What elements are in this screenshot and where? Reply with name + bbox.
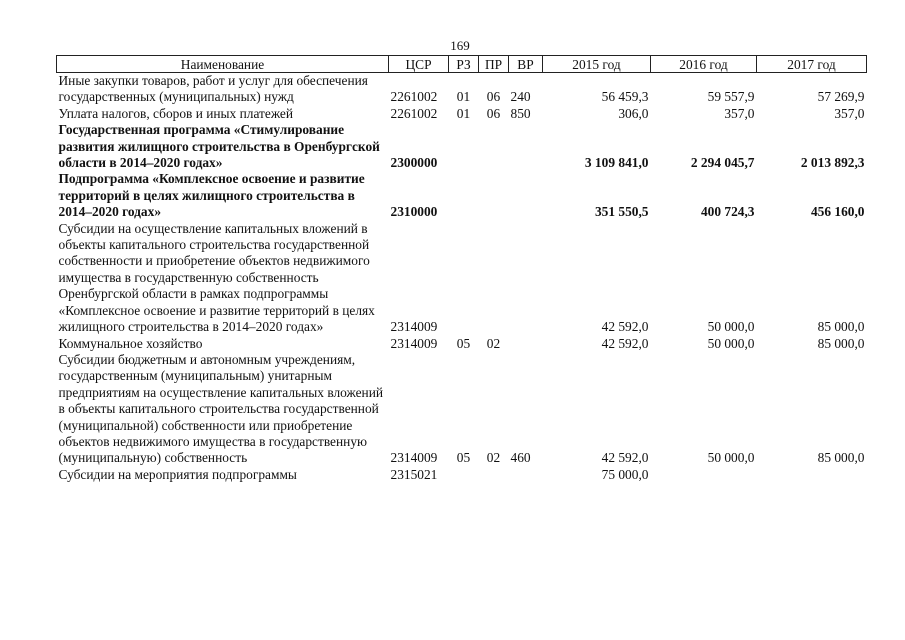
table-row — [57, 122, 867, 171]
row-2015: 56 459,3 — [601, 89, 649, 105]
header-name: Наименование — [57, 56, 389, 73]
row-name: Коммунальное хозяйство — [58, 335, 203, 351]
row-2016: 2 294 045,7 — [690, 155, 755, 171]
row-pr: 02 — [486, 335, 501, 351]
row-csr: 2261002 — [390, 105, 438, 121]
row-pr: 06 — [486, 105, 501, 121]
row-2015: 75 000,0 — [601, 466, 649, 482]
row-rz: 01 — [456, 105, 471, 121]
row-2017: 2 013 892,3 — [800, 155, 865, 171]
row-pr — [479, 467, 509, 483]
row-2017 — [757, 467, 867, 483]
row-rz — [449, 221, 479, 336]
row-vr: 240 — [510, 89, 531, 105]
table-row — [57, 73, 867, 106]
row-name: Субсидии на мероприятия подпрограммы — [58, 466, 297, 482]
row-2015: 351 550,5 — [594, 204, 649, 220]
row-2015: 306,0 — [618, 105, 649, 121]
table-row — [57, 352, 867, 467]
header-2017: 2017 год — [757, 56, 867, 73]
row-csr: 2261002 — [390, 89, 438, 105]
budget-table — [56, 55, 867, 483]
table-row — [57, 336, 867, 352]
header-vr: ВР — [509, 56, 543, 73]
row-2015: 42 592,0 — [601, 450, 649, 466]
row-vr — [509, 336, 543, 352]
row-2015: 3 109 841,0 — [584, 155, 649, 171]
row-name: Субсидии на осуществление капитальных вложений в объекты капитального строительства государственной собственности и приобретение объектов недвижимого имущества в государственную собственность Оренбургской области в рамках подпрограммы «Комплексное освоение и развитие территорий в целях жилищного строительства в 2014–2020 годах» — [58, 220, 375, 335]
header-rz: РЗ — [449, 56, 479, 73]
row-2017: 85 000,0 — [817, 335, 865, 351]
row-csr: 2314009 — [390, 335, 438, 351]
row-rz: 05 — [456, 450, 471, 466]
header-pr: ПР — [479, 56, 509, 73]
header-2015: 2015 год — [543, 56, 651, 73]
row-csr: 2300000 — [390, 155, 438, 171]
row-2016: 357,0 — [724, 105, 755, 121]
row-name: Субсидии бюджетным и автономным учреждениям, государственным (муниципальным) унитарным предприятиям на осуществление капитальных вложений в объекты капитального строительства государственной (муниципальной) собственности или приобретение объектов недвижимого имущества в государственную (муниципальную) собственность — [58, 351, 384, 466]
row-csr: 2314009 — [390, 450, 438, 466]
row-2017: 85 000,0 — [817, 450, 865, 466]
row-2017: 85 000,0 — [817, 319, 865, 335]
row-name: Подпрограмма «Комплексное освоение и развитие территорий в целях жилищного строительства в 2014–2020 годах» — [58, 171, 365, 220]
table-row — [57, 171, 867, 220]
row-pr: 02 — [486, 450, 501, 466]
table-row — [57, 467, 867, 483]
table-header-row — [57, 56, 867, 73]
row-rz: 01 — [456, 89, 471, 105]
row-name: Уплата налогов, сборов и иных платежей — [58, 105, 294, 121]
table-row — [57, 221, 867, 336]
header-csr: ЦСР — [389, 56, 449, 73]
row-pr: 06 — [486, 89, 501, 105]
row-pr — [479, 171, 509, 220]
row-2016: 400 724,3 — [700, 204, 755, 220]
row-2016 — [651, 467, 757, 483]
row-rz — [449, 171, 479, 220]
header-2016: 2016 год — [651, 56, 757, 73]
row-vr — [509, 122, 543, 171]
row-vr: 460 — [510, 450, 531, 466]
row-rz — [449, 467, 479, 483]
row-2016: 50 000,0 — [707, 450, 755, 466]
row-pr — [479, 122, 509, 171]
row-vr — [509, 467, 543, 483]
row-name: Государственная программа «Стимулирование развития жилищного строительства в Оренбургской области в 2014–2020 годах» — [58, 122, 380, 171]
row-2016: 50 000,0 — [707, 335, 755, 351]
row-2016: 59 557,9 — [707, 89, 755, 105]
row-2017: 357,0 — [834, 105, 865, 121]
row-2017: 57 269,9 — [817, 89, 865, 105]
row-2017: 456 160,0 — [810, 204, 865, 220]
row-pr — [479, 221, 509, 336]
row-vr: 850 — [510, 105, 531, 121]
row-2016: 50 000,0 — [707, 319, 755, 335]
row-name: Иные закупки товаров, работ и услуг для обеспечения государственных (муниципальных) нужд — [58, 73, 368, 105]
row-csr: 2310000 — [390, 204, 438, 220]
row-2015: 42 592,0 — [601, 319, 649, 335]
row-vr — [509, 221, 543, 336]
row-2015: 42 592,0 — [601, 335, 649, 351]
row-rz: 05 — [456, 335, 471, 351]
table-row — [57, 106, 867, 122]
page-number: 169 — [450, 38, 470, 53]
row-rz — [449, 122, 479, 171]
row-csr: 2315021 — [390, 466, 438, 482]
row-vr — [509, 171, 543, 220]
row-csr: 2314009 — [390, 319, 438, 335]
